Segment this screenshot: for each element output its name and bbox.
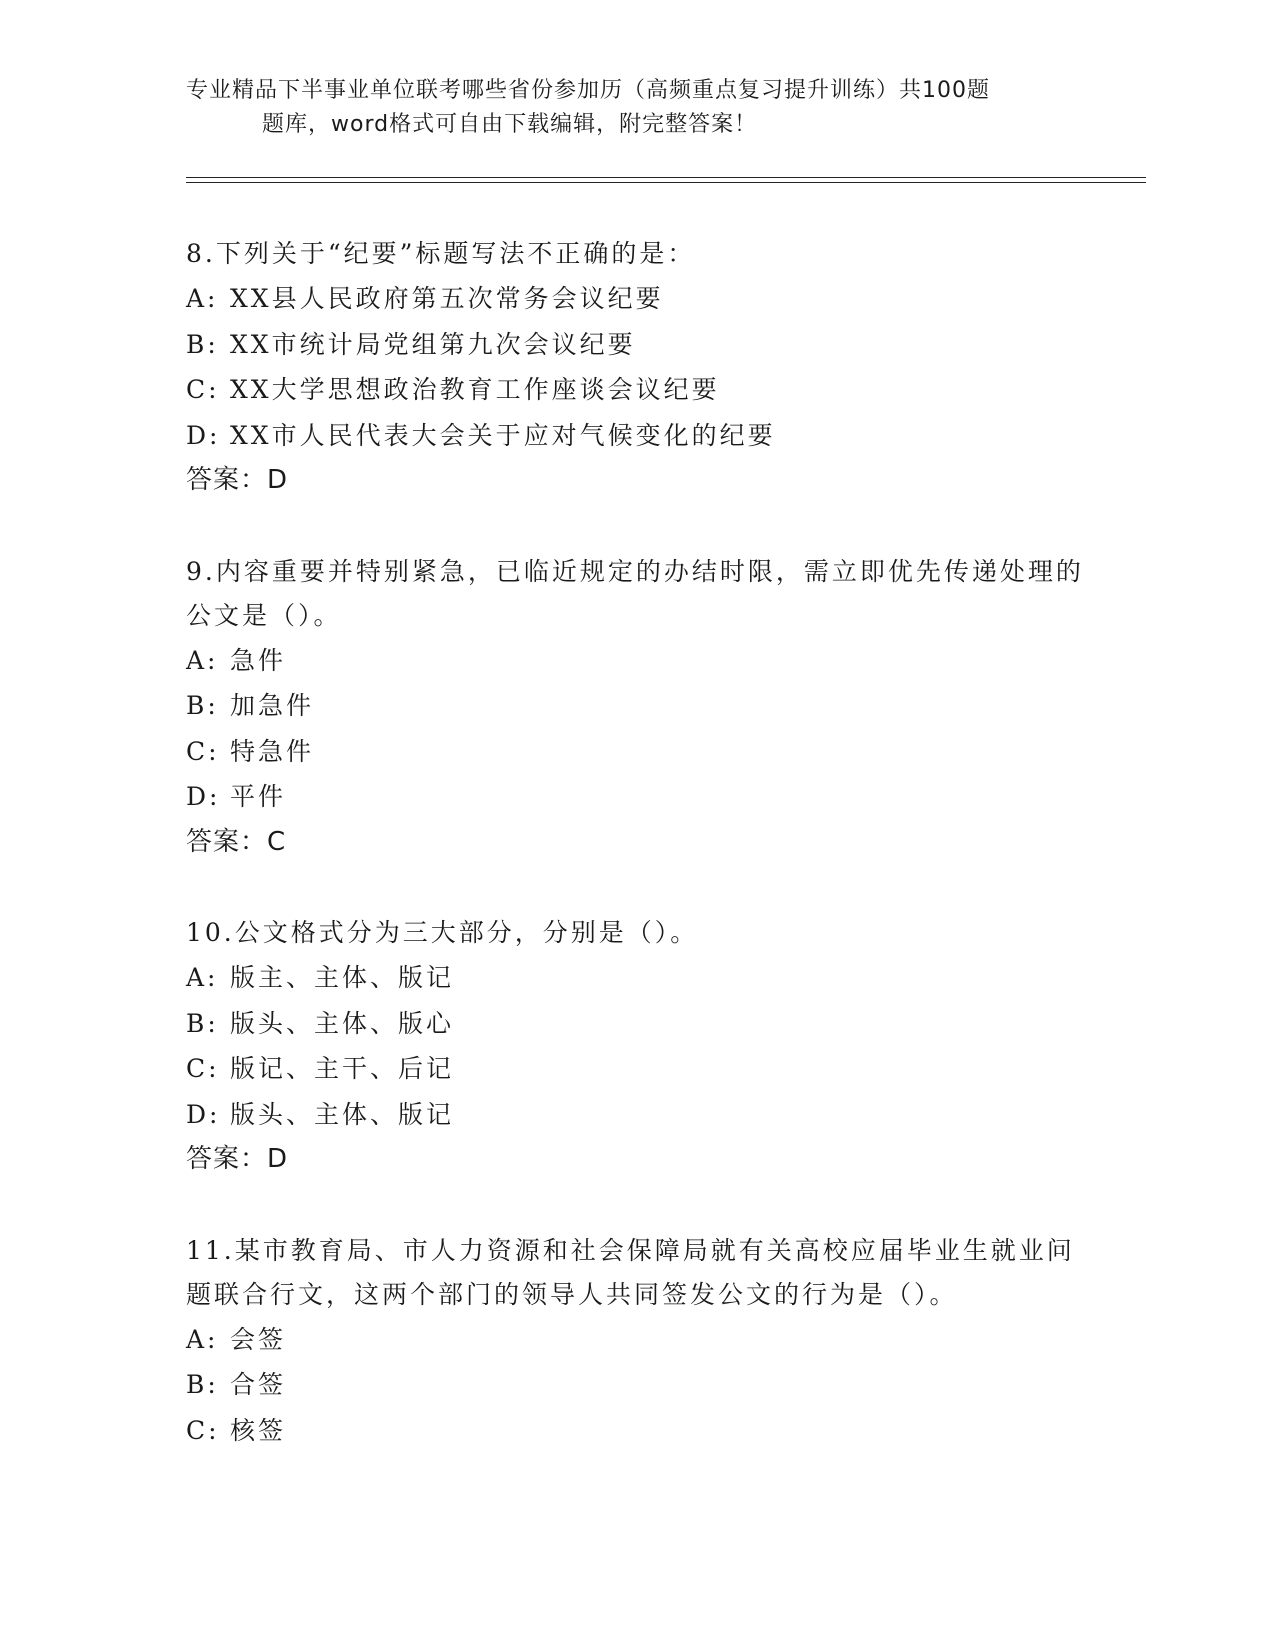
option-c	[186, 1408, 1086, 1454]
option-text: XX县人民政府第五次常务会议纪要	[230, 284, 664, 313]
answer-line: 答案：D	[186, 1144, 289, 1174]
option-b	[186, 1001, 1086, 1047]
option-key: C:	[186, 736, 220, 766]
option-key: A:	[186, 1324, 219, 1354]
option-text: 平件	[230, 782, 287, 811]
option-b	[186, 322, 1086, 368]
question-stem: 8.下列关于“纪要”标题写法不正确的是：	[186, 239, 696, 268]
option-b	[186, 1362, 1086, 1408]
option-text: 特急件	[230, 736, 315, 766]
header-line-2: 题库，word格式可自由下载编辑，附完整答案！	[262, 112, 758, 137]
option-key: C:	[186, 1415, 220, 1445]
option-key: D:	[186, 782, 221, 811]
option-a	[186, 276, 1086, 322]
option-key: A:	[186, 284, 219, 313]
option-key: A:	[186, 645, 219, 675]
option-text: 版记、主干、后记	[230, 1054, 455, 1083]
option-a	[186, 1317, 1086, 1363]
answer-line: 答案：D	[186, 465, 289, 495]
option-c	[186, 1046, 1086, 1092]
question-stem: 9.内容重要并特别紧急，已临近规定的办结时限，需立即优先传递处理的公文是（）。	[186, 556, 1084, 630]
option-text: 版头、主体、版心	[230, 1008, 455, 1038]
option-a	[186, 955, 1086, 1001]
question-11	[186, 1229, 1086, 1454]
option-text: XX大学思想政治教育工作座谈会议纪要	[230, 375, 720, 404]
option-text: 核签	[230, 1415, 287, 1445]
header-divider-top	[186, 177, 1146, 178]
option-b	[186, 683, 1086, 729]
option-d	[186, 1092, 1086, 1138]
option-key: B:	[186, 1370, 219, 1399]
option-key: B:	[186, 329, 219, 359]
option-text: 加急件	[230, 691, 315, 720]
question-stem: 11.某市教育局、市人力资源和社会保障局就有关高校应届毕业生就业问题联合行文，这两个部门的领导人共同签发公文的行为是（）。	[186, 1235, 1075, 1309]
option-key: A:	[186, 963, 219, 992]
option-key: C:	[186, 1054, 220, 1083]
option-text: 会签	[230, 1324, 287, 1354]
option-key: D:	[186, 1099, 221, 1129]
answer-line: 答案：C	[186, 826, 287, 857]
option-key: B:	[186, 1008, 219, 1038]
option-key: D:	[186, 420, 221, 450]
option-key: B:	[186, 691, 219, 720]
option-text: XX市统计局党组第九次会议纪要	[230, 329, 636, 359]
option-d	[186, 774, 1086, 820]
question-10	[186, 911, 1086, 1183]
option-text: XX市人民代表大会关于应对气候变化的纪要	[230, 420, 776, 450]
option-c	[186, 729, 1086, 775]
option-c	[186, 367, 1086, 413]
option-a	[186, 638, 1086, 684]
option-key: C:	[186, 375, 220, 404]
question-8	[186, 232, 1086, 504]
document-header	[186, 74, 1066, 142]
header-divider-bottom	[186, 182, 1146, 183]
header-line-1: 专业精品下半事业单位联考哪些省份参加历（高频重点复习提升训练）共100题	[186, 78, 990, 103]
option-text: 版主、主体、版记	[230, 963, 455, 992]
option-text: 合签	[230, 1370, 287, 1399]
question-stem: 10.公文格式分为三大部分，分别是（）。	[186, 918, 699, 947]
question-9	[186, 550, 1086, 866]
option-text: 急件	[230, 645, 287, 675]
option-text: 版头、主体、版记	[230, 1099, 455, 1129]
option-d	[186, 413, 1086, 459]
question-list	[186, 232, 1086, 1499]
